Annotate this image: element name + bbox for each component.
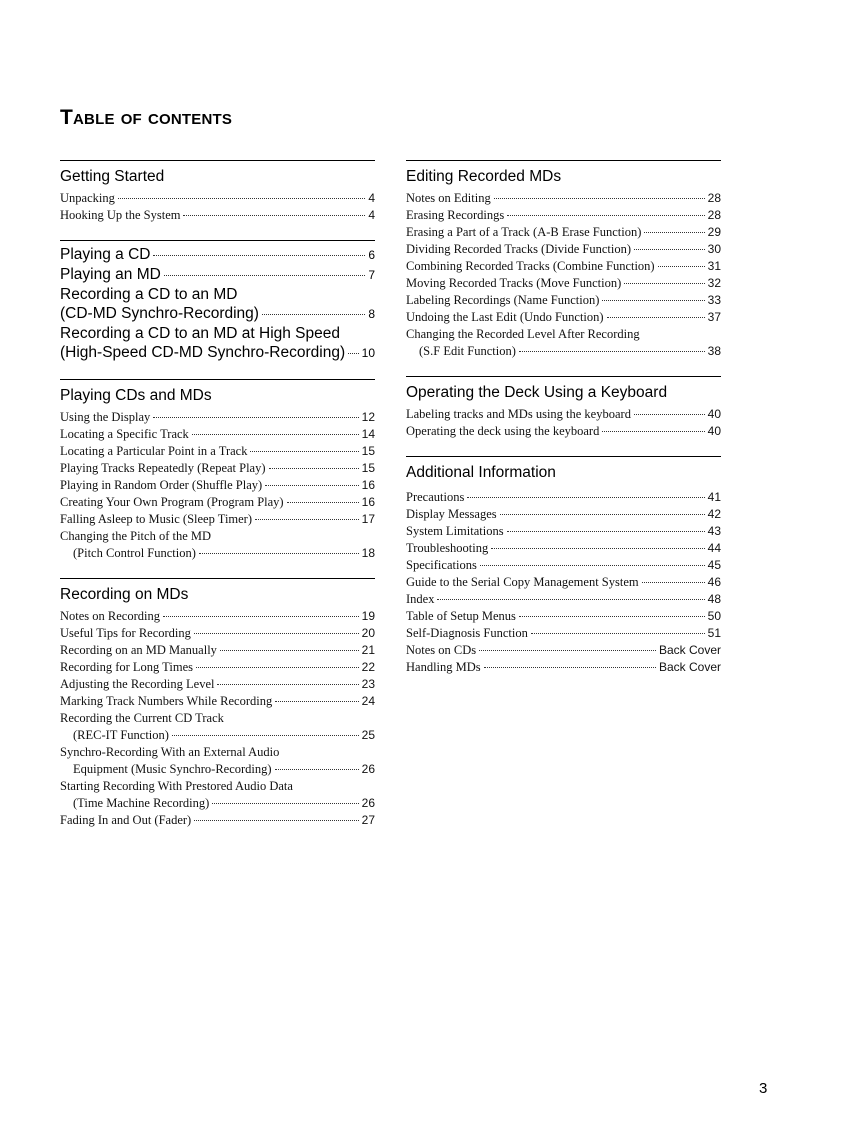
toc-entry[interactable] — [406, 574, 721, 591]
toc-entry[interactable] — [60, 494, 375, 511]
leader-dots — [250, 451, 358, 452]
toc-entry[interactable] — [406, 608, 721, 625]
toc-entry[interactable] — [406, 241, 721, 258]
entry-title: Changing the Recorded Level After Recording — [406, 327, 640, 341]
entry-page: 15 — [361, 461, 375, 475]
entry-page: Back Cover — [658, 643, 721, 657]
toc-entry[interactable] — [60, 545, 375, 562]
toc-entry[interactable] — [406, 190, 721, 207]
toc-entry[interactable] — [60, 812, 375, 829]
entry-page: 14 — [361, 427, 375, 441]
leader-dots — [500, 514, 705, 515]
leader-dots — [644, 232, 704, 233]
toc-entry[interactable] — [406, 326, 721, 343]
toc-entry[interactable] — [60, 190, 375, 207]
entry-page: 44 — [707, 541, 721, 555]
entry-title: Handling MDs — [406, 660, 481, 674]
entry-title: Erasing Recordings — [406, 208, 505, 222]
toc-entry[interactable] — [406, 258, 721, 275]
entry-title: Adjusting the Recording Level — [60, 677, 215, 691]
toc-entry[interactable] — [60, 477, 375, 494]
toc-entry[interactable] — [60, 608, 375, 625]
toc-entry[interactable] — [60, 676, 375, 693]
entry-page: 43 — [707, 524, 721, 538]
entry-title: Unpacking — [60, 191, 115, 205]
entry-page: 23 — [361, 677, 375, 691]
entry-title: Recording on an MD Manually — [60, 643, 217, 657]
leader-dots — [602, 300, 704, 301]
entry-page: 50 — [707, 609, 721, 623]
leader-dots — [634, 414, 705, 415]
leader-dots — [217, 684, 358, 685]
toc-entry[interactable] — [60, 727, 375, 744]
entry-page: 27 — [361, 813, 375, 827]
leader-dots — [437, 599, 704, 600]
entry-page: 21 — [361, 643, 375, 657]
entry-page: 18 — [361, 546, 375, 560]
entry-title: Playing an MD — [60, 266, 161, 283]
entry-title-cont: (Pitch Control Function) — [73, 546, 196, 560]
leader-dots — [348, 353, 359, 354]
leader-dots — [642, 582, 705, 583]
entry-page: 37 — [707, 310, 721, 324]
entry-title: Changing the Pitch of the MD — [60, 529, 212, 543]
entry-title: Synchro-Recording With an External Audio — [60, 745, 280, 759]
entry-title: Self-Diagnosis Function — [406, 626, 528, 640]
leader-dots — [196, 667, 359, 668]
entry-title: Playing in Random Order (Shuffle Play) — [60, 478, 263, 492]
section-heading: Getting Started — [60, 168, 165, 185]
leader-dots — [255, 519, 359, 520]
leader-dots — [172, 735, 359, 736]
entry-title-cont: (REC-IT Function) — [73, 728, 169, 742]
toc-entry[interactable] — [406, 292, 721, 309]
entry-page: 7 — [368, 268, 375, 282]
section-heading: Operating the Deck Using a Keyboard — [406, 384, 668, 401]
toc-entry[interactable] — [60, 710, 375, 727]
entry-page: 32 — [707, 276, 721, 290]
entry-page: 25 — [361, 728, 375, 742]
entry-title: Guide to the Serial Copy Management System — [406, 575, 639, 589]
toc-entry[interactable] — [406, 207, 721, 224]
entry-title: Display Messages — [406, 507, 497, 521]
entry-title: Fading In and Out (Fader) — [60, 813, 192, 827]
toc-entry-large[interactable] — [60, 265, 375, 285]
entry-page: Back Cover — [658, 660, 721, 674]
page-title: Table of contents — [60, 106, 233, 129]
section-heading: Recording on MDs — [60, 586, 189, 603]
entry-title: Locating a Particular Point in a Track — [60, 444, 248, 458]
entry-page: 16 — [361, 495, 375, 509]
toc-entry[interactable] — [60, 778, 375, 795]
entry-title: Moving Recorded Tracks (Move Function) — [406, 276, 622, 290]
leader-dots — [118, 198, 365, 199]
entry-title-line[interactable]: Recording a CD to an MD — [60, 286, 238, 303]
toc-entry[interactable] — [406, 275, 721, 292]
entry-page: 8 — [368, 307, 375, 321]
entry-title: Recording for Long Times — [60, 660, 193, 674]
entry-title: Creating Your Own Program (Program Play) — [60, 495, 284, 509]
entry-page: 29 — [707, 225, 721, 239]
toc-entry-large[interactable] — [60, 245, 375, 265]
entry-page: 38 — [707, 344, 721, 358]
entry-page: 30 — [707, 242, 721, 256]
leader-dots — [480, 565, 705, 566]
toc-entry[interactable] — [406, 642, 721, 659]
entry-page: 20 — [361, 626, 375, 640]
entry-page: 40 — [707, 424, 721, 438]
toc-entry[interactable] — [60, 642, 375, 659]
entry-title-cont: Equipment (Music Synchro-Recording) — [73, 762, 272, 776]
entry-title: Hooking Up the System — [60, 208, 181, 222]
entry-page: 48 — [707, 592, 721, 606]
entry-title-line[interactable]: Recording a CD to an MD at High Speed — [60, 325, 341, 342]
leader-dots — [183, 215, 365, 216]
toc-section-playing — [60, 379, 375, 562]
entry-title-cont: (High-Speed CD-MD Synchro-Recording) — [60, 344, 346, 361]
entry-title: Index — [406, 592, 435, 606]
entry-page: 22 — [361, 660, 375, 674]
leader-dots — [199, 553, 359, 554]
entry-title: Playing Tracks Repeatedly (Repeat Play) — [60, 461, 266, 475]
leader-dots — [163, 616, 359, 617]
entry-title: Using the Display — [60, 410, 151, 424]
toc-entry[interactable] — [406, 406, 721, 423]
toc-entry[interactable] — [60, 443, 375, 460]
toc-entry[interactable] — [60, 659, 375, 676]
entry-title: Precautions — [406, 490, 465, 504]
toc-entry[interactable] — [60, 460, 375, 477]
entry-title: Starting Recording With Prestored Audio Data — [60, 779, 293, 793]
toc-entry[interactable] — [60, 511, 375, 528]
toc-section-keyboard — [406, 376, 721, 440]
toc-entry[interactable] — [406, 557, 721, 574]
leader-dots — [467, 497, 704, 498]
entry-page: 4 — [368, 208, 375, 222]
toc-entry[interactable] — [60, 625, 375, 642]
entry-title-cont: (CD-MD Synchro-Recording) — [60, 305, 259, 322]
entry-page: 26 — [361, 796, 375, 810]
entry-title: Labeling tracks and MDs using the keyboard — [406, 407, 631, 421]
entry-title: Table of Setup Menus — [406, 609, 516, 623]
toc-right-column — [406, 160, 721, 676]
entry-page: 40 — [707, 407, 721, 421]
toc-section-recording — [60, 578, 375, 829]
toc-entry[interactable] — [406, 343, 721, 360]
toc-entry[interactable] — [60, 744, 375, 761]
leader-dots — [494, 198, 705, 199]
leader-dots — [220, 650, 359, 651]
toc-entry[interactable] — [406, 523, 721, 540]
leader-dots — [624, 283, 704, 284]
entry-title: Playing a CD — [60, 246, 151, 263]
leader-dots — [153, 417, 358, 418]
entry-title: System Limitations — [406, 524, 504, 538]
leader-dots — [484, 667, 656, 668]
entry-page: 33 — [707, 293, 721, 307]
toc-entry[interactable] — [406, 506, 721, 523]
entry-page: 28 — [707, 208, 721, 222]
entry-title: Operating the deck using the keyboard — [406, 424, 600, 438]
entry-page: 51 — [707, 626, 721, 640]
entry-title-cont: (S.F Edit Function) — [419, 344, 516, 358]
entry-page: 28 — [707, 191, 721, 205]
leader-dots — [164, 275, 366, 276]
toc-entry-large[interactable] — [60, 343, 375, 363]
entry-title: Combining Recorded Tracks (Combine Function) — [406, 259, 655, 273]
entry-page: 24 — [361, 694, 375, 708]
leader-dots — [507, 215, 704, 216]
toc-entry[interactable] — [406, 224, 721, 241]
entry-page: 19 — [361, 609, 375, 623]
entry-page: 16 — [361, 478, 375, 492]
toc-section-getting-started — [60, 160, 375, 224]
entry-page: 31 — [707, 259, 721, 273]
section-heading: Additional Information — [406, 464, 556, 481]
entry-title: Specifications — [406, 558, 477, 572]
entry-title: Notes on Editing — [406, 191, 491, 205]
toc-section-editing — [406, 160, 721, 360]
leader-dots — [519, 616, 705, 617]
entry-title: Undoing the Last Edit (Undo Function) — [406, 310, 604, 324]
entry-title: Notes on CDs — [406, 643, 477, 657]
leader-dots — [287, 502, 359, 503]
entry-page: 17 — [361, 512, 375, 526]
entry-title: Labeling Recordings (Name Function) — [406, 293, 600, 307]
leader-dots — [634, 249, 705, 250]
toc-entry-large[interactable] — [60, 304, 375, 324]
entry-page: 42 — [707, 507, 721, 521]
leader-dots — [275, 701, 358, 702]
entry-page: 15 — [361, 444, 375, 458]
toc-entry[interactable] — [406, 423, 721, 440]
entry-title: Troubleshooting — [406, 541, 489, 555]
entry-title: Falling Asleep to Music (Sleep Timer) — [60, 512, 253, 526]
leader-dots — [507, 531, 705, 532]
entry-page: 41 — [707, 490, 721, 504]
leader-dots — [262, 314, 365, 315]
leader-dots — [269, 468, 359, 469]
entry-title: Locating a Specific Track — [60, 427, 189, 441]
toc-entry[interactable] — [60, 207, 375, 224]
entry-title: Notes on Recording — [60, 609, 160, 623]
toc-entry[interactable] — [60, 409, 375, 426]
leader-dots — [212, 803, 358, 804]
entry-page: 46 — [707, 575, 721, 589]
toc-entry[interactable] — [60, 426, 375, 443]
toc-entry[interactable] — [406, 489, 721, 506]
entry-title-cont: (Time Machine Recording) — [73, 796, 210, 810]
entry-page: 10 — [361, 346, 375, 360]
entry-page: 4 — [368, 191, 375, 205]
toc-entry[interactable] — [60, 693, 375, 710]
entry-page: 45 — [707, 558, 721, 572]
leader-dots — [607, 317, 705, 318]
entry-title: Marking Track Numbers While Recording — [60, 694, 273, 708]
toc-entry[interactable] — [406, 659, 721, 676]
entry-title: Erasing a Part of a Track (A-B Erase Function) — [406, 225, 642, 239]
toc-left-column — [60, 160, 375, 829]
entry-page: 6 — [368, 248, 375, 262]
toc-section-main-operations — [60, 240, 375, 363]
section-heading: Playing CDs and MDs — [60, 387, 212, 404]
entry-page: 26 — [361, 762, 375, 776]
leader-dots — [194, 820, 358, 821]
toc-entry[interactable] — [60, 761, 375, 778]
entry-title: Useful Tips for Recording — [60, 626, 191, 640]
leader-dots — [153, 255, 365, 256]
entry-page: 12 — [361, 410, 375, 424]
entry-title: Recording the Current CD Track — [60, 711, 224, 725]
leader-dots — [602, 431, 704, 432]
leader-dots — [479, 650, 656, 651]
toc-entry[interactable] — [406, 625, 721, 642]
toc-entry[interactable] — [60, 528, 375, 545]
toc-entry[interactable] — [406, 540, 721, 557]
entry-title: Dividing Recorded Tracks (Divide Function) — [406, 242, 631, 256]
leader-dots — [658, 266, 705, 267]
leader-dots — [275, 769, 359, 770]
leader-dots — [519, 351, 705, 352]
toc-section-additional — [406, 456, 721, 676]
toc-entry[interactable] — [406, 591, 721, 608]
toc-entry[interactable] — [60, 795, 375, 812]
page-number: 3 — [759, 1080, 768, 1097]
toc-entry[interactable] — [406, 309, 721, 326]
leader-dots — [531, 633, 705, 634]
leader-dots — [491, 548, 704, 549]
section-heading: Editing Recorded MDs — [406, 168, 562, 185]
leader-dots — [194, 633, 359, 634]
leader-dots — [265, 485, 358, 486]
leader-dots — [192, 434, 359, 435]
